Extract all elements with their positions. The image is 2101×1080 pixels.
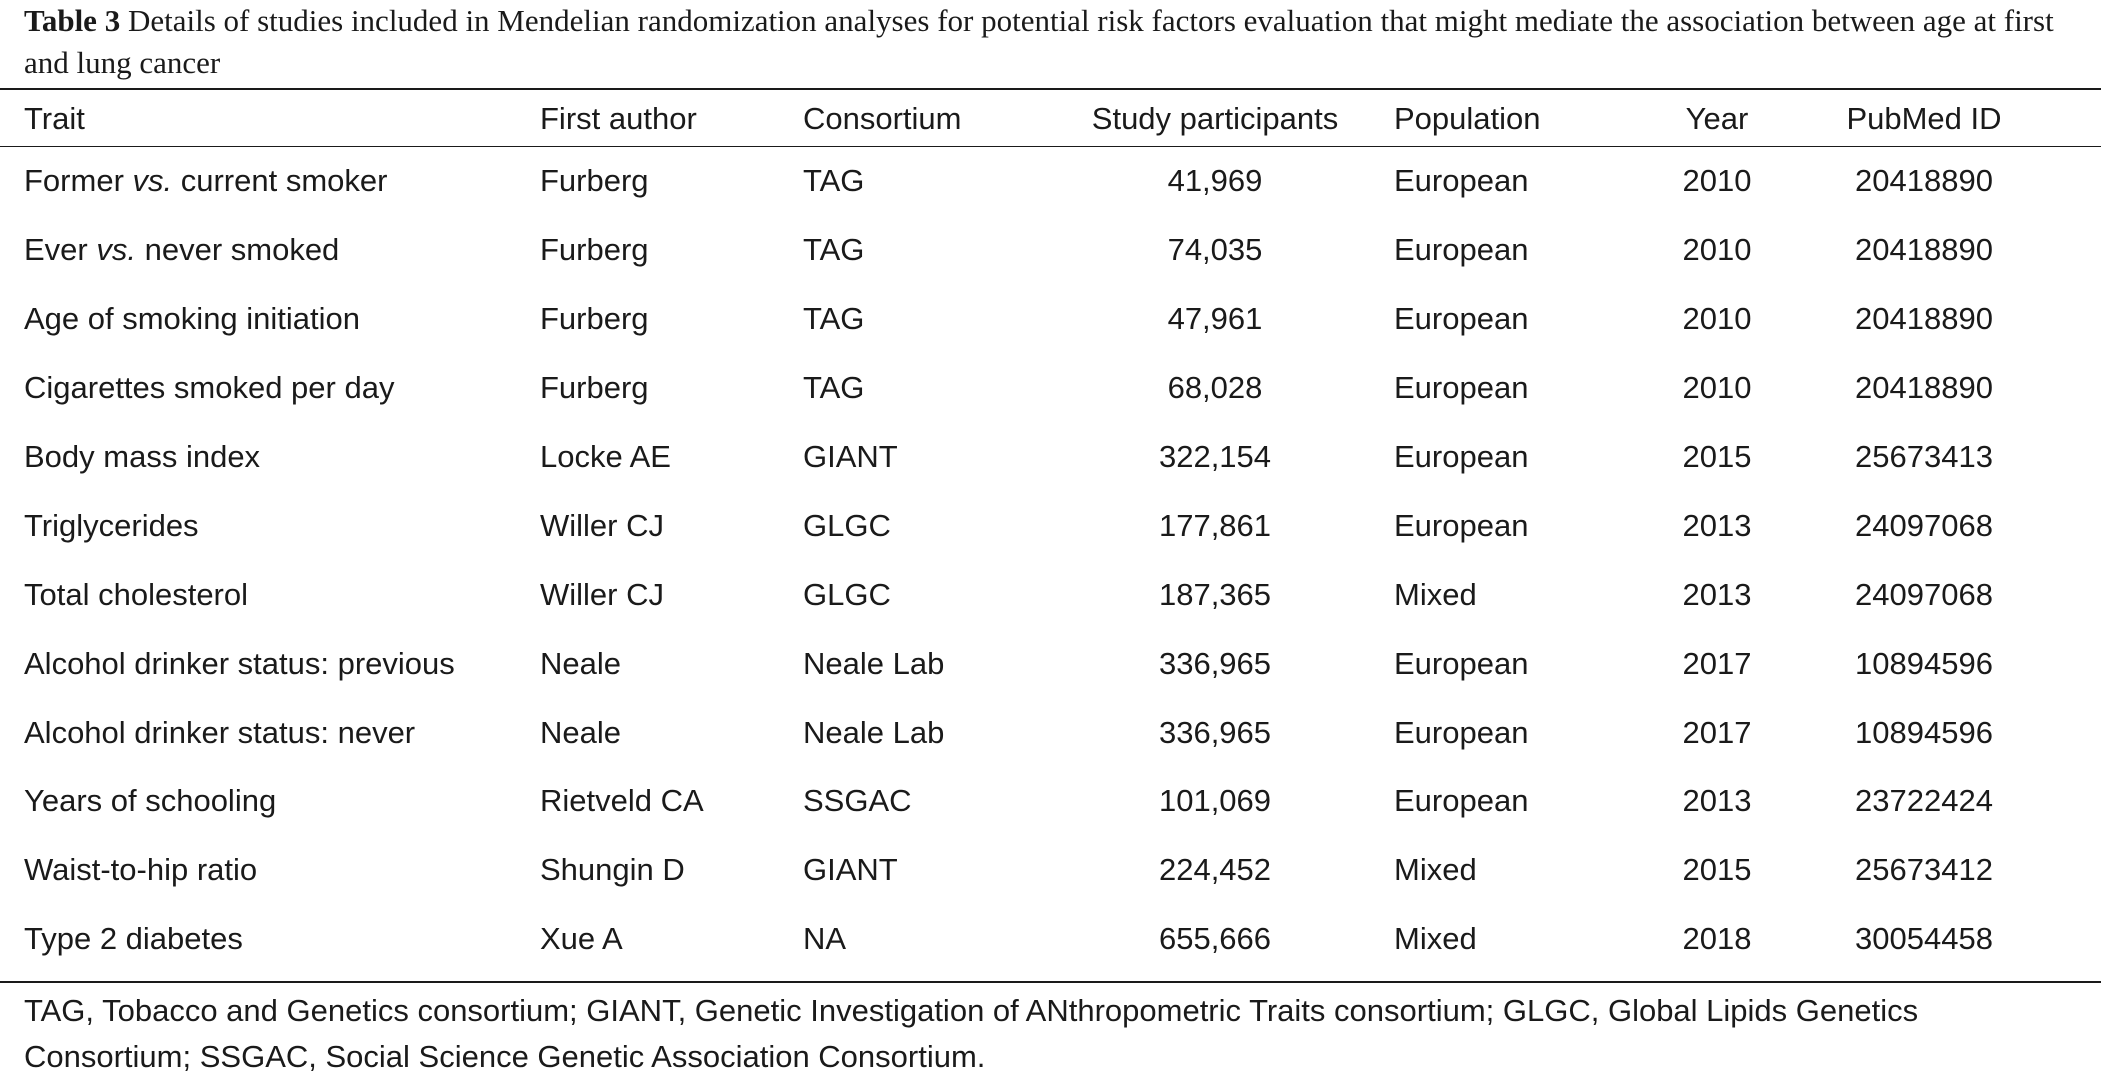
- trait-text: Body mass index: [24, 439, 261, 474]
- trait-italic: vs.: [96, 232, 136, 268]
- trait-text: Type 2 diabetes: [24, 921, 243, 957]
- cell-trait: [0, 147, 540, 216]
- cell-pubmed-id: 30054458: [1855, 921, 1993, 957]
- cell-study-participants: 336,965: [1158, 714, 1272, 750]
- trait-text: Age of smoking initiation: [24, 301, 361, 337]
- cell-pubmed-id: 20418890: [1855, 370, 1993, 406]
- cell-year: 2017: [1682, 714, 1752, 750]
- cell-population: Mixed: [1394, 576, 1477, 612]
- cell-pubmed-id: 20418890: [1855, 301, 1993, 337]
- cell-pubmed-id: 20418890: [1855, 232, 1993, 268]
- table-caption: [24, 0, 2084, 84]
- trait-text: Triglycerides: [24, 507, 199, 543]
- table-row: [0, 354, 2101, 423]
- cell-year: 2013: [1682, 783, 1752, 819]
- cell-consortium: GIANT: [803, 439, 898, 474]
- trait-text: Alcohol drinker status: never: [24, 714, 416, 750]
- cell-first-author: Shungin D: [540, 852, 685, 888]
- cell-pubmed-id: 24097068: [1855, 507, 1993, 543]
- cell-first-author: Xue A: [540, 921, 623, 957]
- trait-text: Total cholesterol: [24, 576, 249, 612]
- cell-study-participants: 177,861: [1158, 507, 1272, 543]
- trait-text: Cigarettes smoked per day: [24, 370, 395, 406]
- cell-consortium: Neale Lab: [803, 645, 945, 681]
- cell-pubmed-id: 25673413: [1855, 439, 1993, 474]
- cell-study-participants: 322,154: [1158, 439, 1272, 474]
- cell-trait: [0, 905, 540, 974]
- trait-text-end: never smoked: [135, 232, 340, 268]
- cell-population: European: [1394, 370, 1529, 406]
- cell-consortium: TAG: [803, 370, 865, 406]
- cell-pubmed-id: 10894596: [1855, 645, 1993, 681]
- header-year: Year: [1685, 101, 1749, 136]
- table-bottom-rule: [0, 981, 2101, 983]
- cell-year: 2015: [1682, 439, 1752, 474]
- cell-population: European: [1394, 783, 1529, 819]
- cell-pubmed-id: 10894596: [1855, 714, 1993, 750]
- table-footnote: TAG, Tobacco and Genetics consortium; GIANT, Genetic Investigation of ANthropometric Traits consortium; GLGC, Global Lipids Genetics Consortium; SSGAC, Social Science Genetic Association Consortium.: [24, 993, 1919, 1074]
- cell-year: 2010: [1682, 370, 1752, 406]
- cell-year: 2018: [1682, 921, 1752, 957]
- header-row: [0, 91, 2101, 147]
- table-top-rule: [0, 88, 2101, 90]
- cell-population: European: [1394, 439, 1529, 474]
- cell-trait: [0, 698, 540, 767]
- table-row: [0, 285, 2101, 354]
- cell-first-author: Willer CJ: [540, 576, 664, 612]
- cell-first-author: Neale: [540, 714, 621, 750]
- cell-consortium: SSGAC: [803, 783, 912, 819]
- cell-trait: [0, 767, 540, 836]
- cell-pubmed-id: 25673412: [1855, 852, 1993, 888]
- cell-consortium: GLGC: [803, 576, 891, 612]
- cell-year: 2017: [1682, 645, 1752, 681]
- cell-study-participants: 655,666: [1158, 921, 1272, 957]
- table-row: [0, 147, 2101, 216]
- trait-text-end: current smoker: [172, 163, 388, 199]
- trait-italic: vs.: [132, 163, 173, 199]
- cell-first-author: Rietveld CA: [540, 783, 704, 819]
- cell-population: Mixed: [1394, 921, 1477, 957]
- table-header: [0, 91, 2101, 147]
- cell-year: 2013: [1682, 576, 1752, 612]
- cell-study-participants: 47,961: [1167, 301, 1263, 337]
- cell-pubmed-id: 20418890: [1855, 163, 1993, 199]
- cell-pubmed-id: 23722424: [1855, 783, 1993, 819]
- cell-trait: [0, 629, 540, 698]
- cell-study-participants: 101,069: [1158, 783, 1272, 819]
- cell-study-participants: 74,035: [1167, 232, 1263, 268]
- cell-first-author: Willer CJ: [540, 507, 664, 543]
- cell-consortium: TAG: [803, 301, 865, 337]
- cell-study-participants: 68,028: [1167, 370, 1263, 406]
- cell-trait: [0, 491, 540, 560]
- cell-population: Mixed: [1394, 852, 1477, 888]
- table-row: [0, 560, 2101, 629]
- cell-first-author: Furberg: [540, 370, 649, 406]
- cell-consortium: GIANT: [803, 852, 898, 888]
- table-row: [0, 423, 2101, 492]
- studies-table: [0, 91, 2101, 974]
- cell-study-participants: 224,452: [1158, 852, 1272, 888]
- cell-trait: [0, 354, 540, 423]
- cell-trait: [0, 836, 540, 905]
- caption-label: Table 3: [24, 3, 121, 38]
- cell-first-author: Neale: [540, 645, 621, 681]
- table-row: [0, 767, 2101, 836]
- table-row: [0, 491, 2101, 560]
- cell-pubmed-id: 24097068: [1855, 576, 1993, 612]
- cell-population: European: [1394, 232, 1529, 268]
- cell-population: European: [1394, 507, 1529, 543]
- table-row: [0, 216, 2101, 285]
- header-trait: Trait: [24, 101, 85, 136]
- cell-trait: [0, 216, 540, 285]
- cell-trait: [0, 560, 540, 629]
- cell-study-participants: 187,365: [1158, 576, 1272, 612]
- header-pubmed-id: PubMed ID: [1846, 101, 2002, 136]
- cell-study-participants: 336,965: [1158, 645, 1272, 681]
- cell-study-participants: 41,969: [1167, 163, 1263, 199]
- trait-text: Years of schooling: [24, 783, 277, 819]
- cell-consortium: GLGC: [803, 507, 891, 543]
- trait-text: Ever: [24, 232, 97, 268]
- cell-consortium: TAG: [803, 163, 865, 199]
- cell-consortium: TAG: [803, 232, 865, 268]
- table-row: [0, 698, 2101, 767]
- table-row: [0, 629, 2101, 698]
- cell-year: 2010: [1682, 163, 1752, 199]
- header-study-participants: Study participants: [1091, 101, 1339, 136]
- cell-first-author: Furberg: [540, 301, 649, 337]
- cell-first-author: Furberg: [540, 232, 649, 268]
- cell-consortium: NA: [803, 921, 847, 957]
- cell-first-author: Furberg: [540, 163, 649, 199]
- cell-year: 2015: [1682, 852, 1752, 888]
- caption-text: Details of studies included in Mendelian randomization analyses for potential risk factors evaluation that might mediate the association between age at first and lung cancer: [24, 3, 2054, 80]
- cell-year: 2010: [1682, 232, 1752, 268]
- cell-population: European: [1394, 645, 1529, 681]
- table-row: [0, 836, 2101, 905]
- cell-first-author: Locke AE: [540, 439, 671, 474]
- cell-population: European: [1394, 301, 1529, 337]
- header-first-author: First author: [540, 101, 697, 136]
- header-consortium: Consortium: [803, 101, 962, 136]
- cell-population: European: [1394, 714, 1529, 750]
- cell-population: European: [1394, 163, 1529, 199]
- table-row: [0, 905, 2101, 974]
- cell-year: 2013: [1682, 507, 1752, 543]
- cell-consortium: Neale Lab: [803, 714, 945, 750]
- trait-text: Alcohol drinker status: previous: [24, 645, 455, 681]
- header-population: Population: [1394, 101, 1541, 136]
- trait-text: Waist-to-hip ratio: [24, 852, 258, 888]
- cell-trait: [0, 423, 540, 492]
- cell-trait: [0, 285, 540, 354]
- table-body: [0, 147, 2101, 974]
- trait-text: Former: [24, 163, 133, 199]
- cell-year: 2010: [1682, 301, 1752, 337]
